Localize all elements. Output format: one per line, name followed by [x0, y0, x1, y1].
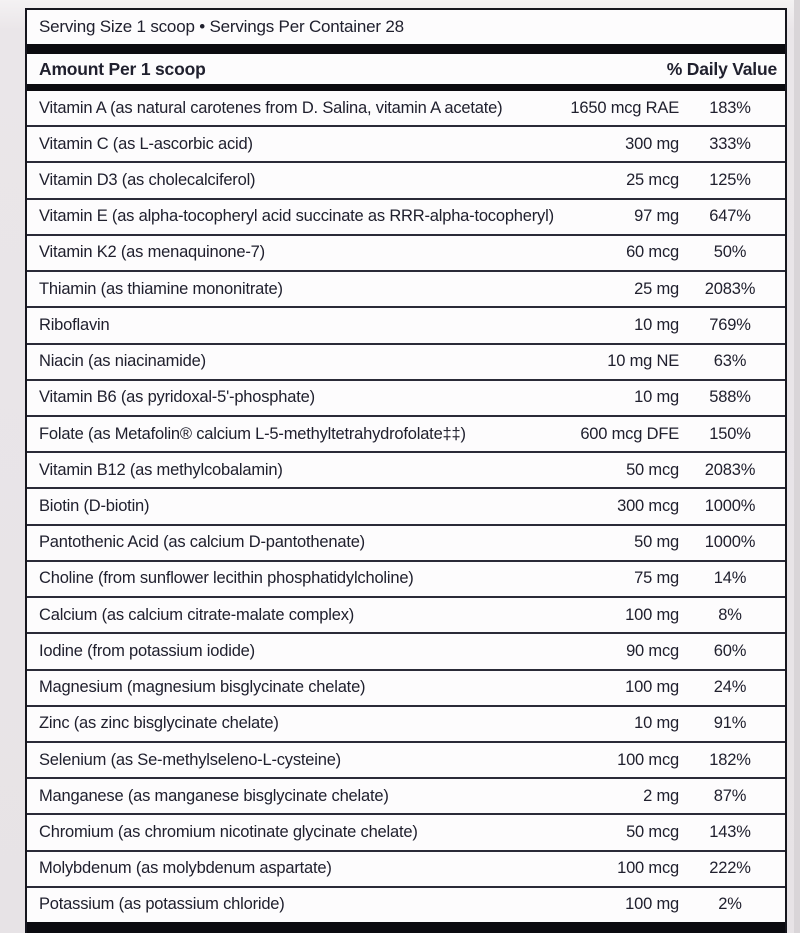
- nutrient-name: Vitamin D3 (as cholecalciferol): [39, 171, 256, 190]
- nutrient-row: [27, 198, 785, 234]
- nutrient-name: Iodine (from potassium iodide): [39, 641, 255, 660]
- nutrient-daily-value: 125%: [709, 171, 751, 190]
- nutrient-amount: 50 mg: [634, 533, 679, 552]
- nutrient-amount: 10 mg: [634, 315, 679, 334]
- nutrient-name: Chromium (as chromium nicotinate glycinate chelate): [39, 822, 418, 841]
- nutrient-row: [27, 451, 785, 487]
- nutrient-amount: 10 mg: [634, 714, 679, 733]
- table-header: [27, 54, 785, 84]
- supplement-facts-table: [25, 8, 787, 933]
- nutrient-name: Biotin (D-biotin): [39, 497, 150, 516]
- nutrient-amount: 97 mg: [634, 207, 679, 226]
- nutrient-amount: 25 mg: [634, 279, 679, 298]
- nutrient-amount: 1650 mcg RAE: [570, 98, 679, 117]
- nutrient-amount: 100 mg: [625, 895, 679, 914]
- nutrient-name: Potassium (as potassium chloride): [39, 895, 285, 914]
- nutrient-amount: 90 mcg: [626, 641, 679, 660]
- nutrient-row: [27, 524, 785, 560]
- nutrient-daily-value: 183%: [709, 98, 751, 117]
- nutrient-daily-value: 63%: [713, 352, 747, 371]
- nutrient-daily-value: 143%: [709, 822, 751, 841]
- nutrient-row: [27, 91, 785, 125]
- nutrient-row: [27, 343, 785, 379]
- nutrient-row: [27, 850, 785, 886]
- nutrient-row: [27, 415, 785, 451]
- nutrient-daily-value: 14%: [713, 569, 747, 588]
- nutrient-amount: 60 mcg: [626, 243, 679, 262]
- nutrient-name: Pantothenic Acid (as calcium D-pantothenate): [39, 533, 365, 552]
- divider-bar-bottom: [27, 922, 785, 933]
- nutrient-daily-value: 1000%: [704, 533, 756, 552]
- nutrient-daily-value: 2083%: [704, 279, 756, 298]
- nutrient-name: Vitamin A (as natural carotenes from D. Salina, vitamin A acetate): [39, 98, 503, 117]
- nutrient-rows: [27, 91, 785, 922]
- nutrient-daily-value: 24%: [713, 678, 747, 697]
- nutrient-name: Zinc (as zinc bisglycinate chelate): [39, 714, 279, 733]
- nutrient-name: Molybdenum (as molybdenum aspartate): [39, 859, 332, 878]
- nutrient-name: Riboflavin: [39, 315, 110, 334]
- nutrient-amount: 10 mg: [634, 388, 679, 407]
- nutrient-amount: 50 mcg: [626, 460, 679, 479]
- nutrient-daily-value: 769%: [709, 315, 751, 334]
- nutrient-row: [27, 632, 785, 668]
- nutrient-daily-value: 333%: [709, 134, 751, 153]
- divider-bar-header: [27, 84, 785, 91]
- nutrient-name: Manganese (as manganese bisglycinate chelate): [39, 786, 389, 805]
- nutrient-daily-value: 182%: [709, 750, 751, 769]
- nutrient-amount: 2 mg: [643, 786, 679, 805]
- nutrient-name: Niacin (as niacinamide): [39, 352, 206, 371]
- nutrient-daily-value: 588%: [709, 388, 751, 407]
- nutrient-row: [27, 741, 785, 777]
- nutrient-name: Vitamin C (as L-ascorbic acid): [39, 134, 253, 153]
- nutrient-daily-value: 87%: [713, 786, 747, 805]
- nutrient-amount: 10 mg NE: [607, 352, 679, 371]
- nutrient-daily-value: 50%: [713, 243, 747, 262]
- nutrient-row: [27, 161, 785, 197]
- nutrient-row: [27, 777, 785, 813]
- nutrient-amount: 100 mg: [625, 605, 679, 624]
- nutrient-daily-value: 222%: [709, 859, 751, 878]
- daily-value-column-header: % Daily Value: [666, 58, 777, 79]
- serving-info: Serving Size 1 scoop • Servings Per Container 28: [39, 17, 404, 36]
- nutrient-row: [27, 886, 785, 922]
- nutrient-amount: 300 mg: [625, 134, 679, 153]
- nutrient-row: [27, 813, 785, 849]
- nutrient-amount: 600 mcg DFE: [580, 424, 679, 443]
- nutrient-name: Thiamin (as thiamine mononitrate): [39, 279, 283, 298]
- nutrient-row: [27, 560, 785, 596]
- nutrient-name: Choline (from sunflower lecithin phosphatidylcholine): [39, 569, 414, 588]
- nutrient-amount: 300 mcg: [617, 497, 679, 516]
- nutrient-row: [27, 596, 785, 632]
- nutrient-name: Vitamin E (as alpha-tocopheryl acid succinate as RRR-alpha-tocopheryl): [39, 207, 554, 226]
- nutrient-row: [27, 306, 785, 342]
- nutrient-name: Magnesium (magnesium bisglycinate chelate): [39, 678, 366, 697]
- nutrient-name: Vitamin B6 (as pyridoxal-5'-phosphate): [39, 388, 315, 407]
- nutrient-amount: 100 mg: [625, 678, 679, 697]
- nutrient-row: [27, 234, 785, 270]
- nutrient-name: Selenium (as Se-methylseleno-L-cysteine): [39, 750, 341, 769]
- nutrient-daily-value: 2%: [718, 895, 742, 914]
- nutrient-name: Folate (as Metafolin® calcium L-5-methyltetrahydrofolate‡‡): [39, 424, 466, 443]
- nutrient-daily-value: 2083%: [704, 460, 756, 479]
- divider-bar-top: [27, 44, 785, 54]
- nutrient-row: [27, 669, 785, 705]
- nutrient-amount: 100 mcg: [617, 750, 679, 769]
- nutrient-daily-value: 1000%: [704, 497, 756, 516]
- nutrient-name: Vitamin B12 (as methylcobalamin): [39, 460, 283, 479]
- nutrient-row: [27, 705, 785, 741]
- nutrient-daily-value: 60%: [713, 641, 747, 660]
- nutrient-row: [27, 125, 785, 161]
- nutrient-daily-value: 91%: [713, 714, 747, 733]
- nutrient-row: [27, 270, 785, 306]
- nutrient-amount: 100 mcg: [617, 859, 679, 878]
- nutrient-daily-value: 647%: [709, 207, 751, 226]
- nutrient-amount: 50 mcg: [626, 822, 679, 841]
- nutrient-row: [27, 487, 785, 523]
- nutrient-daily-value: 150%: [709, 424, 751, 443]
- nutrient-amount: 75 mg: [634, 569, 679, 588]
- nutrient-name: Calcium (as calcium citrate-malate complex): [39, 605, 355, 624]
- nutrient-daily-value: 8%: [718, 605, 742, 624]
- nutrient-amount: 25 mcg: [626, 171, 679, 190]
- nutrient-name: Vitamin K2 (as menaquinone-7): [39, 243, 265, 262]
- nutrient-row: [27, 379, 785, 415]
- amount-column-header: Amount Per 1 scoop: [39, 58, 206, 79]
